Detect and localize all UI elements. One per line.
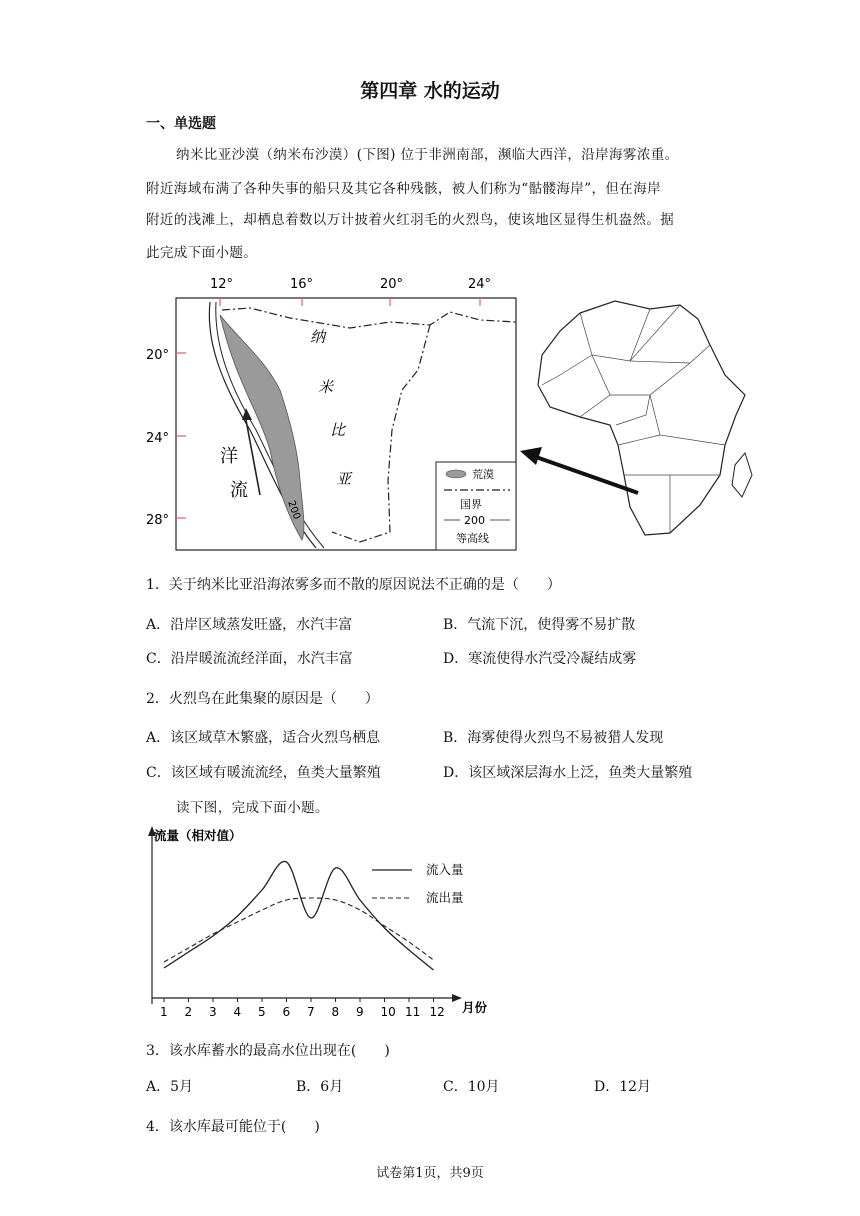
national-border-east xyxy=(332,325,430,542)
q2-option-a[interactable]: A．该区域草木繁盛，适合火烈鸟栖息 xyxy=(146,730,381,746)
map-ticks xyxy=(176,298,480,518)
legend-inflow-label: 流入量 xyxy=(426,862,464,877)
q4-stem: 4．该水库最可能位于( ) xyxy=(146,1119,320,1135)
current-arrowhead xyxy=(242,408,252,420)
intro-line-1: 纳米比亚沙漠（纳米布沙漠）(下图) 位于非洲南部，濒临大西洋，沿岸海雾浓重。 xyxy=(176,147,679,163)
chart-xlabel: 月份 xyxy=(462,1000,488,1015)
x-tick-label: 1 xyxy=(160,1005,168,1019)
read-prompt: 读下图，完成下面小题。 xyxy=(176,800,329,816)
lon-label: 16° xyxy=(290,277,314,292)
current-label-char: 洋 xyxy=(220,446,238,467)
q3-option-b[interactable]: B．6月 xyxy=(296,1079,344,1095)
flow-chart xyxy=(140,822,500,1022)
contour-label: 200 xyxy=(285,499,303,521)
q3-option-d[interactable]: D．12月 xyxy=(594,1079,652,1095)
x-tick-label: 4 xyxy=(233,1005,242,1019)
q1-option-b[interactable]: B．气流下沉，使得雾不易扩散 xyxy=(443,617,636,633)
x-tick-label: 10 xyxy=(380,1005,396,1019)
lon-label: 12° xyxy=(210,277,234,292)
q3-stem: 3．该水库蓄水的最高水位出现在( ) xyxy=(146,1043,390,1059)
x-tick-label: 8 xyxy=(331,1005,340,1019)
q2-option-b[interactable]: B．海雾使得火烈鸟不易被猎人发现 xyxy=(443,730,664,746)
q2-option-c[interactable]: C．该区域有暖流流经，鱼类大量繁殖 xyxy=(146,765,381,781)
page-footer: 试卷第1页，共9页 xyxy=(376,1166,484,1181)
q1-stem: 1．关于纳米比亚沿海浓雾多而不散的原因说法不正确的是（ ） xyxy=(146,577,561,593)
q2-stem: 2．火烈鸟在此集聚的原因是（ ） xyxy=(146,691,379,707)
q1-option-a[interactable]: A．沿岸区域蒸发旺盛，水汽丰富 xyxy=(146,617,353,633)
legend-desert-label: 荒漠 xyxy=(472,468,494,481)
chart-ylabel: 流量（相对值） xyxy=(154,828,242,843)
section-heading: 一、单选题 xyxy=(146,116,216,132)
lon-label: 20° xyxy=(380,277,404,292)
intro-line-3: 附近的浅滩上，却栖息着数以万计披着火红羽毛的火烈鸟，使该地区显得生机盎然。据 xyxy=(146,212,675,228)
intro-line-4: 此完成下面小题。 xyxy=(146,245,258,261)
lat-label: 28° xyxy=(146,513,170,528)
lon-label: 24° xyxy=(468,277,492,292)
x-tick-label: 9 xyxy=(356,1005,364,1019)
country-label-char: 纳 xyxy=(310,328,326,346)
legend-contour-value: 200 xyxy=(464,514,485,527)
legend-contour-label: 等高线 xyxy=(456,532,489,545)
africa-locator-map xyxy=(520,285,760,545)
namibia-map xyxy=(140,270,525,555)
x-tick-label: 6 xyxy=(282,1005,291,1019)
lat-label: 24° xyxy=(146,431,170,446)
lat-label: 20° xyxy=(146,348,170,363)
x-tick-label: 5 xyxy=(258,1005,266,1019)
page-title: 第四章 水的运动 xyxy=(360,80,500,102)
x-tick-label: 2 xyxy=(184,1005,193,1019)
q1-option-d[interactable]: D．寒流使得水汽受冷凝结成雾 xyxy=(443,651,637,667)
intro-line-2: 附近海域布满了各种失事的船只及其它各种残骸，被人们称为“骷髅海岸”，但在海岸 xyxy=(146,181,662,197)
q1-option-c[interactable]: C．沿岸暖流流经洋面，水汽丰富 xyxy=(146,651,353,667)
q3-option-c[interactable]: C．10月 xyxy=(443,1079,500,1095)
current-arrow xyxy=(246,420,260,495)
x-axis-arrow xyxy=(452,994,462,1002)
national-border xyxy=(222,308,516,328)
current-label-char: 流 xyxy=(230,480,248,501)
series-inflow-line xyxy=(164,861,434,970)
country-label-char: 米 xyxy=(318,378,334,396)
q3-option-a[interactable]: A．5月 xyxy=(146,1079,194,1095)
country-label-char: 亚 xyxy=(336,470,352,488)
africa-outline xyxy=(538,301,745,535)
legend-border-label: 国界 xyxy=(460,498,482,511)
locator-arrowhead xyxy=(520,447,542,465)
legend-desert-swatch xyxy=(446,470,466,478)
q2-option-d[interactable]: D．该区域深层海水上泛，鱼类大量繁殖 xyxy=(443,765,693,781)
x-tick-label: 11 xyxy=(405,1005,421,1019)
country-label-char: 比 xyxy=(330,421,346,439)
x-tick-labels xyxy=(160,998,445,1019)
x-tick-label: 7 xyxy=(307,1005,315,1019)
legend-outflow-label: 流出量 xyxy=(426,890,464,905)
madagascar xyxy=(732,453,752,497)
x-tick-label: 12 xyxy=(429,1005,445,1019)
x-tick-label: 3 xyxy=(209,1005,217,1019)
series-outflow-line xyxy=(164,898,434,962)
